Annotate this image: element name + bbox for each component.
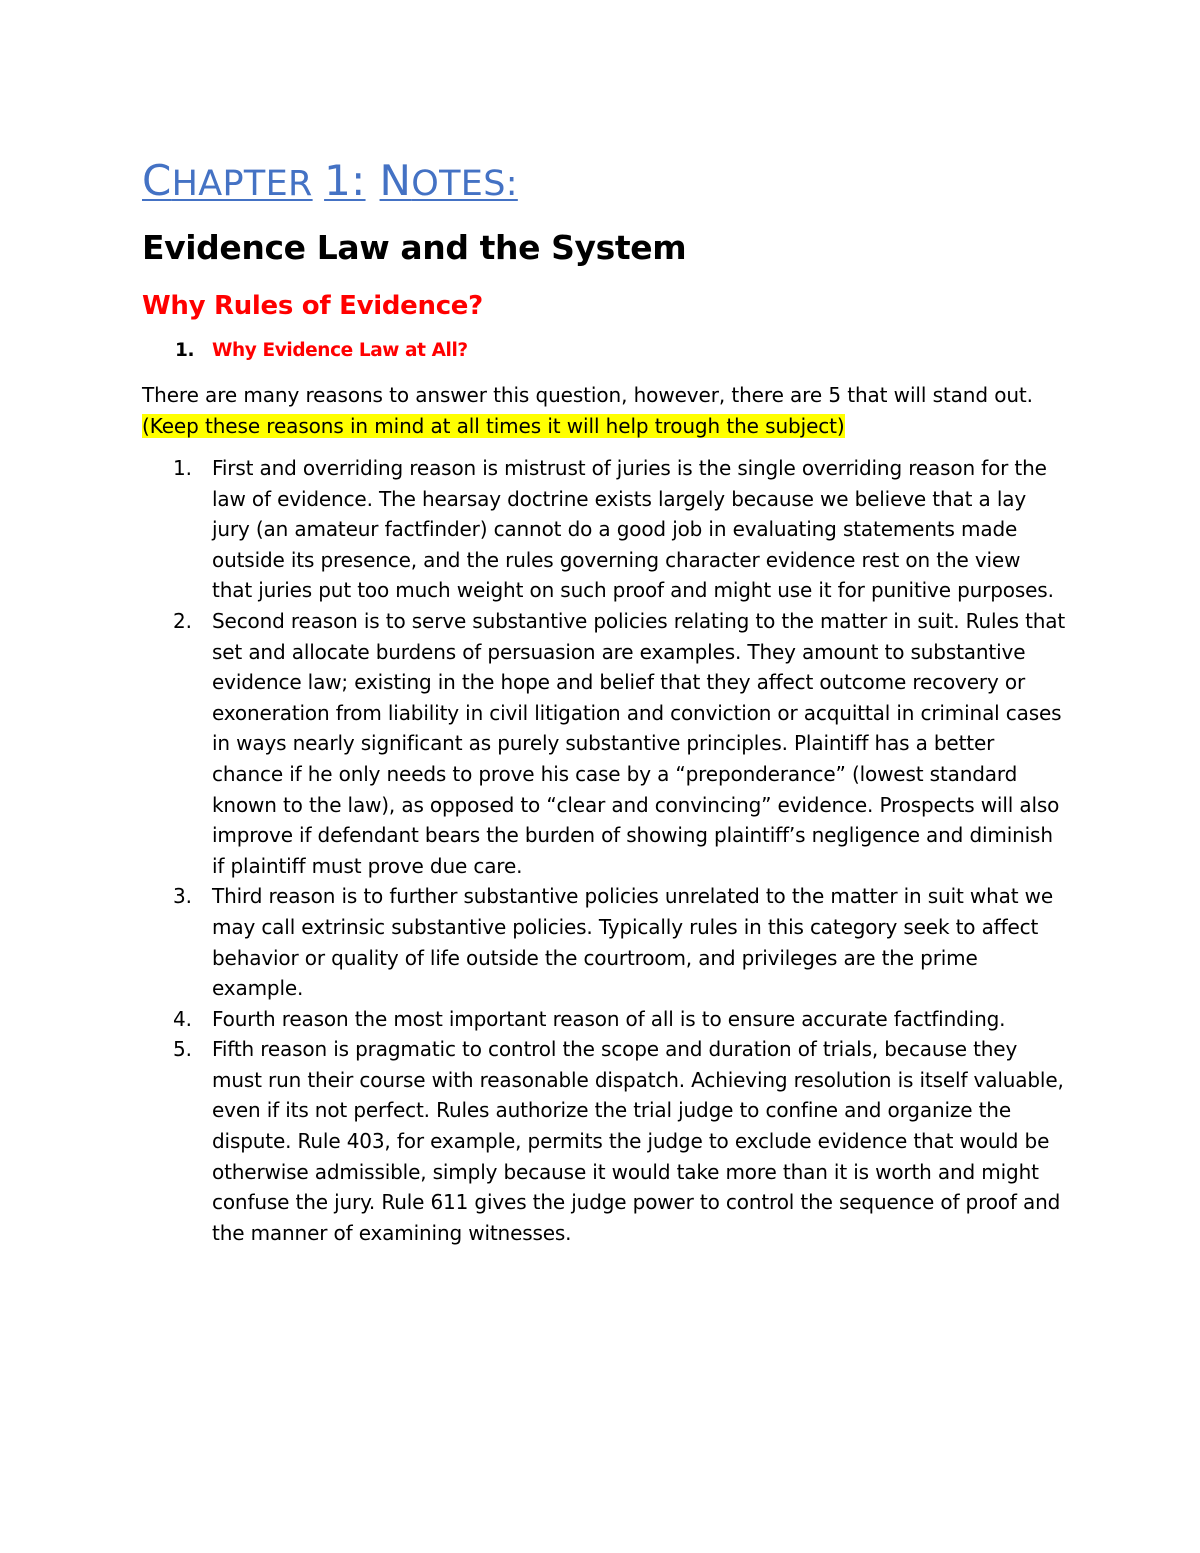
chapter-label-initial: C: [142, 156, 172, 205]
list-item: [142, 1004, 1072, 1035]
document-page: [142, 152, 1072, 1248]
reasons-list: [142, 453, 1072, 1248]
notes-label-rest: OTES:: [411, 164, 518, 204]
section-title: Why Rules of Evidence?: [142, 291, 483, 321]
list-item-number: 5.: [173, 1037, 192, 1062]
notes-label: [379, 156, 518, 205]
intro-highlight: (Keep these reasons in mind at all times it will help trough the subject): [142, 414, 845, 438]
list-item: [142, 606, 1072, 881]
list-item: [142, 881, 1072, 1003]
chapter-heading: [142, 152, 1072, 213]
intro-paragraph: [142, 380, 1072, 442]
chapter-label: [142, 156, 313, 205]
intro-text: There are many reasons to answer this question, however, there are 5 that will stand out.: [142, 383, 1033, 407]
list-item-number: 1.: [173, 456, 192, 480]
sub-heading: [142, 336, 1072, 366]
list-item-text: Fourth reason the most important reason of all is to ensure accurate factfinding.: [212, 1006, 1006, 1031]
list-item-text: Third reason is to further substantive policies unrelated to the matter in suit what we may call extrinsic substantive policies. Typically rules in this category seek to affect behavior or quality of life outside the courtroom, and privileges are the prime example.: [212, 884, 1053, 1001]
list-item-text: Fifth reason is pragmatic to control the scope and duration of trials, because they must run their course with reasonable dispatch. Achieving resolution is itself valuable, even if its not perfect. Rules authorize the trial judge to confine and organize the dispute. Rule 403, for example, permits the judge to exclude evidence that would be otherwise admissible, simply because it would take more than it is worth and might confuse the jury. Rule 611 gives the judge power to control the sequence of proof and the manner of examining witnesses.: [212, 1037, 1064, 1245]
list-item-number: 4.: [173, 1006, 192, 1031]
chapter-number-text: 1:: [324, 156, 366, 205]
chapter-number: [324, 156, 366, 205]
list-item: [142, 1034, 1072, 1248]
list-item-text: Second reason is to serve substantive policies relating to the matter in suit. Rules that set and allocate burdens of persuasion are examples. They amount to substantive evidence law; existing in the hope and belief that they affect outcome recovery or exoneration from liability in civil litigation and conviction or acquittal in criminal cases in ways nearly significant as purely substantive principles. Plaintiff has a better chance if he only needs to prove his case by a “preponderance” (lowest standard known to the law), as opposed to “clear and convincing” evidence. Prospects will also improve if defendant bears the burden of showing plaintiff’s negligence and diminish if plaintiff must prove due care.: [212, 608, 1066, 878]
sub-heading-number: 1.: [175, 340, 195, 361]
chapter-label-rest: HAPTER: [171, 164, 313, 204]
notes-label-initial: N: [379, 156, 412, 205]
list-item-number: 2.: [173, 608, 192, 633]
list-item: [142, 453, 1072, 606]
sub-heading-text: Why Evidence Law at All?: [212, 340, 468, 361]
list-item-number: 3.: [173, 884, 192, 909]
list-item-text: First and overriding reason is mistrust of juries is the single overriding reason for the law of evidence. The hearsay doctrine exists largely because we believe that a lay jury (an amateur factfinder) cannot do a good job in evaluating statements made outside its presence, and the rules governing character evidence rest on the view that juries put too much weight on such proof and might use it for punitive purposes.: [212, 456, 1054, 603]
document-title: Evidence Law and the System: [142, 228, 687, 267]
